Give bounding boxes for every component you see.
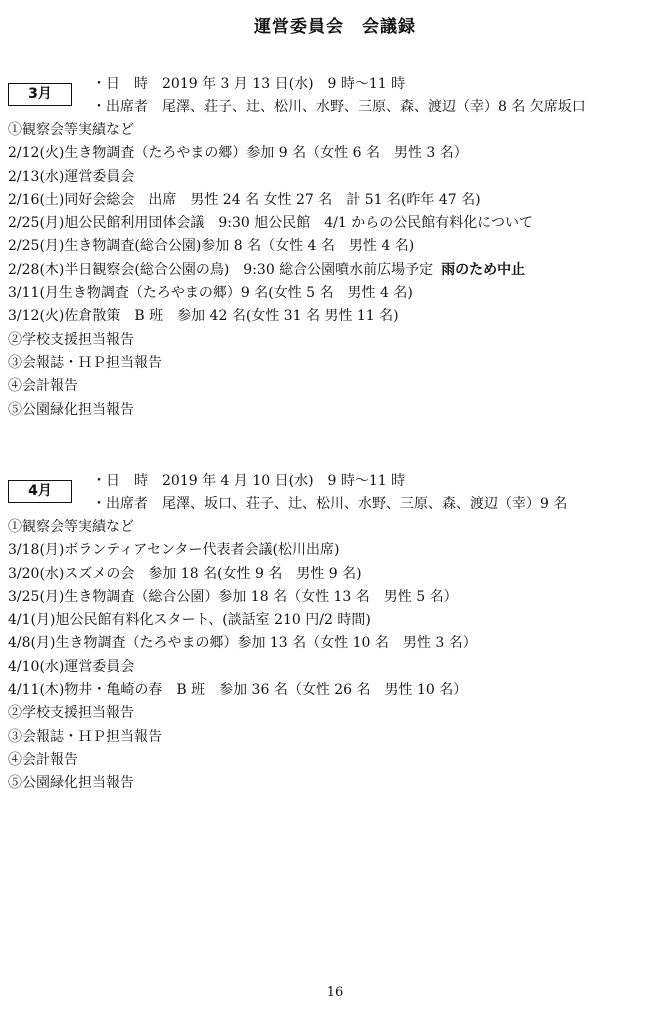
list-item: 4/10(水)運営委員会: [8, 658, 135, 675]
attendees-line: ・出席者 尾澤、荘子、辻、松川、水野、三原、森、渡辺（幸）8 名 欠席坂口: [92, 99, 586, 115]
list-item: 3/20(水)スズメの会 参加 18 名(女性 9 名 男性 9 名): [8, 565, 362, 582]
march-items: [8, 119, 533, 422]
list-item: ③会報誌・ＨＰ担当報告: [8, 354, 162, 371]
list-item: 3/12(火)佐倉散策 B 班 参加 42 名(女性 31 名 男性 11 名): [8, 308, 399, 325]
attendees-line: ・出席者 尾澤、坂口、荘子、辻、松川、水野、三原、森、渡辺（幸）9 名: [92, 496, 568, 512]
list-item: 2/28(木)半日観察会(総合公園の鳥) 9:30 総合公園噴水前広場予定 雨のため中止: [8, 261, 526, 278]
list-item: ⑤公園緑化担当報告: [8, 401, 134, 418]
list-item: ①観察会等実績など: [8, 519, 134, 535]
april-meta: [92, 470, 567, 516]
list-item: ④会計報告: [8, 751, 78, 768]
march-meta: [92, 73, 586, 119]
list-item: ②学校支援担当報告: [8, 705, 134, 722]
list-item: ④会計報告: [8, 378, 78, 395]
april-items: [8, 516, 477, 796]
schedule-line: ・日 時 2019 年 4 月 10 日(水) 9 時～11 時: [92, 473, 406, 489]
list-item: 4/11(木)物井・亀崎の春 B 班 参加 36 名（女性 26 名 男性 10 名）: [8, 682, 468, 699]
list-item: 3/18(月)ボランティアセンター代表者会議(松川出席): [8, 542, 340, 559]
list-item: ①観察会等実績など: [8, 122, 134, 138]
list-item: ⑤公園緑化担当報告: [8, 775, 134, 792]
list-item: 4/1(月)旭公民館有料化スタート、(談話室 210 円/2 時間): [8, 612, 371, 629]
schedule-line: ・日 時 2019 年 3 月 13 日(水) 9 時～11 時: [92, 76, 406, 92]
list-item: 4/8(月)生き物調査（たろやまの郷）参加 13 名（女性 10 名 男性 3 名）: [8, 635, 477, 652]
list-item: 2/13(水)運営委員会: [8, 168, 135, 185]
month-label-april: 4月: [8, 480, 72, 503]
list-item: ③会報誌・ＨＰ担当報告: [8, 728, 162, 745]
month-label-march: 3月: [8, 83, 72, 106]
list-item: 2/25(月)生き物調査(総合公園)参加 8 名（女性 4 名 男性 4 名): [8, 238, 415, 255]
list-item: 2/12(火)生き物調査（たろやまの郷）参加 9 名（女性 6 名 男性 3 名）: [8, 145, 468, 162]
page-title: 運営委員会 会議録: [254, 17, 416, 37]
list-item: ②学校支援担当報告: [8, 331, 134, 348]
list-item: 3/25(月)生き物調査（総合公園）参加 18 名（女性 13 名 男性 5 名）: [8, 588, 458, 605]
list-item: 2/16(土)同好会総会 出席 男性 24 名 女性 27 名 計 51 名(昨年 47 名): [8, 191, 481, 208]
cancel-note: 雨のため中止: [441, 261, 526, 278]
list-item: 3/11(月生き物調査（たろやまの郷）9 名(女性 5 名 男性 4 名): [8, 285, 413, 302]
list-item: 2/25(月)旭公民館利用団体会議 9:30 旭公民館 4/1 からの公民館有料化について: [8, 215, 533, 232]
page-number: 16: [326, 985, 344, 1000]
